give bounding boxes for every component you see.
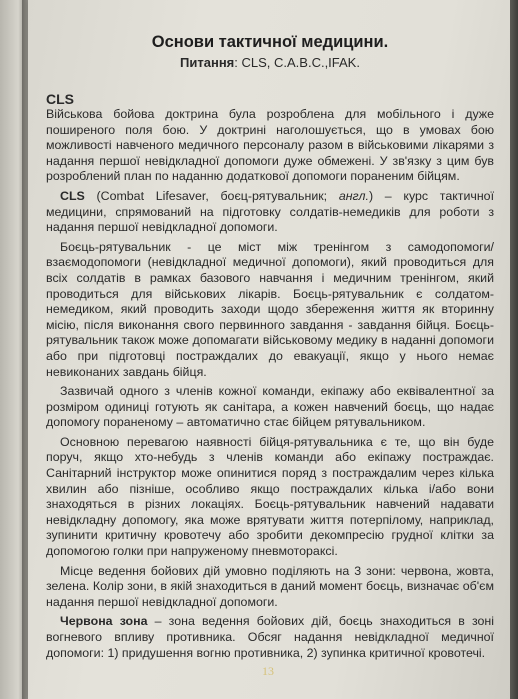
section-heading: CLS [46, 91, 74, 107]
page-title: Основи тактичної медицини. [151, 33, 389, 51]
paragraph-2 [46, 189, 494, 236]
paragraph-7-rest: – зона ведення бойових дій, боєць знаходиться в зоні вогневого впливу противника. Обсяг надання невідкладної медичної допомоги: 1) придушення вогню противника, 2) зупинка критичної кровотечі. [46, 614, 494, 660]
subtitle-text: : CLS, C.A.B.C.,IFAK. [234, 55, 360, 70]
paragraph-2-lang: англ. [338, 188, 369, 203]
subtitle-label: Питання [180, 55, 235, 70]
page-subtitle [46, 54, 494, 71]
paragraph-7 [46, 614, 494, 661]
paragraph-6: Місце ведення бойових дій умовно поділяють на 3 зони: червона, жовта, зелена. Колір зони, в якій знаходиться в даний момент боєць, визначає об'єм надання першої невідкладної допомоги. [46, 563, 494, 609]
background-edge [510, 0, 518, 699]
paragraph-1: Військова бойова доктрина була розроблена для мобільного і дуже поширеного поля бою. У доктрині наголошується, що в умовах бою можливості навченого медичного персоналу разом в військовими лікарями з надання першої невідкладної допомоги дуже обмежені. У зв'язку з цим був розроблений план по наданню додаткової допомоги пораненим бійцям. [46, 107, 494, 184]
page-content [46, 32, 494, 665]
term-cls: CLS [60, 188, 85, 203]
book-page [28, 0, 510, 699]
page-number: 13 [262, 664, 274, 678]
paragraph-4: Зазвичай одного з членів кожної команди, екіпажу або еквівалентної за розміром одиниці готують як санітара, а кожен навчений боєць, що надає допомогу пораненому – автоматично стає бійцем рятувальником. [46, 384, 494, 430]
paragraph-3: Боєць-рятувальник - це міст між тренінгом з самодопомоги/ взаємодопомоги (невідкладної медичної допомоги), який проводиться для всіх солдатів в рамках базового навчання і медичним тренінгом, який проводиться для військових лікарів. Боєць-рятувальник є солдатом-немедиком, який проводить заходи щодо збереження життя як вторинну місію, після виконання свого первинного завдання - завдання бійця. Боєць-рятувальник також може допомагати військовому медику в наданні допомоги або при підготовці постраждалих до евакуації, якщо у нього немає невиконаних завдань бійця. [46, 239, 494, 379]
paragraph-2-rest: ) – курс тактичної медицини, спрямований на підготовку солдатів-немедиків для роботи з надання першої невідкладної допомоги. [46, 188, 495, 235]
paragraph-2-paren: (Combat Lifesaver, боєц-рятувальник; [84, 188, 339, 203]
term-red-zone: Червона зона [60, 614, 148, 629]
paragraph-5: Основною перевагою наявності бійця-рятувальника є те, що він буде поруч, якщо хто-небудь з членів команди або екіпажу постраждає. Санітарний інструктор може опинитися поряд з постраждалим через кілька хвилин або пізніше, особливо якщо постраждалих кілька і/або вони знаходяться в різних локаціях. Боєць-рятувальник навчений надавати невідкладну допомогу, яка може врятувати життя потерпілому, наприклад, зупинити критичну кровотечу або зробити декомпресію грудної клітки за допомогою голки при напруженому пневмотораксі. [46, 434, 494, 559]
